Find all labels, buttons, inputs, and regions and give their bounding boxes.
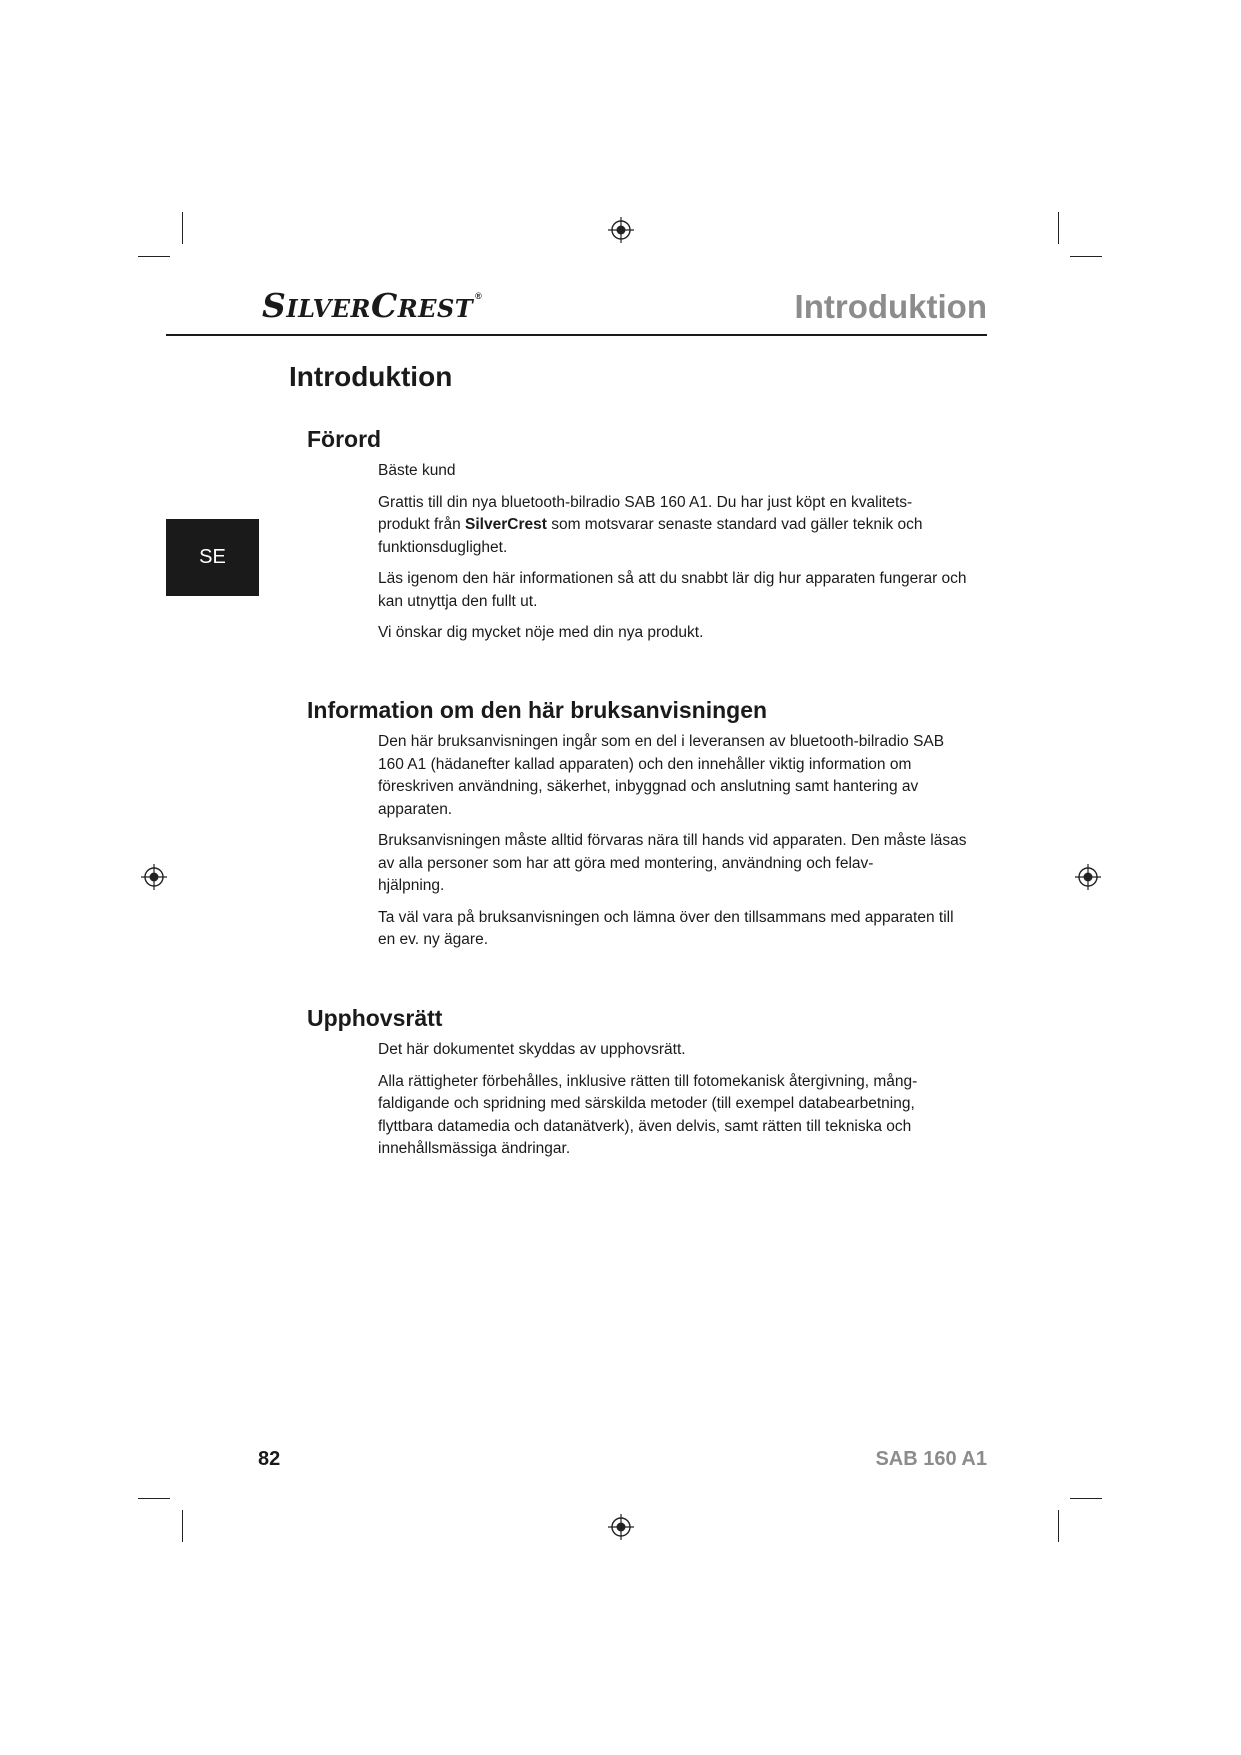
paragraph: Ta väl vara på bruksanvisningen och lämna över den tillsammans med apparaten till en ev. ny ägare. bbox=[378, 908, 954, 948]
crop-mark bbox=[1058, 212, 1059, 244]
paragraph: Bäste kund bbox=[378, 462, 456, 479]
paragraph: som motsvarar senaste standard vad gäller teknik och funktionsduglighet. bbox=[378, 516, 923, 556]
paragraph: faldigande och spridning med särskilda metoder (till exempel databearbetning, flyttbara datamedia och datanätverk), även delvis, samt rätten till tekniska och innehållsmässiga ändringar. bbox=[378, 1095, 915, 1157]
page-number: 82 bbox=[258, 1448, 281, 1470]
crop-mark bbox=[182, 1510, 183, 1542]
language-tab: SE bbox=[166, 519, 259, 596]
section-heading: Upphovsrätt bbox=[307, 1005, 443, 1031]
registration-mark-icon bbox=[608, 1514, 634, 1540]
registration-mark-icon bbox=[141, 864, 167, 890]
crop-mark bbox=[1070, 1498, 1102, 1499]
paragraph: Läs igenom den här informationen så att du snabbt lär dig hur apparaten fungerar och kan utnyttja den fullt ut. bbox=[378, 570, 967, 610]
header-divider bbox=[166, 334, 987, 336]
crop-mark bbox=[138, 256, 170, 257]
brand-inline: SilverCrest bbox=[465, 516, 547, 533]
paragraph: hjälpning. bbox=[378, 877, 445, 894]
paragraph: Den här bruksanvisningen ingår som en del i leveransen av bluetooth-bilradio SAB 160 A1 (hädanefter kallad apparaten) och den innehåller viktig information om föreskriven användning, säkerhet, inbyggnad och anslutning samt hantering av apparaten. bbox=[378, 733, 945, 818]
page-title: Introduktion bbox=[289, 361, 453, 392]
crop-mark bbox=[1070, 256, 1102, 257]
paragraph: Grattis till din nya bluetooth-bilradio SAB 160 A1. Du har just köpt en kvalitets- bbox=[378, 493, 913, 511]
header-section-title: Introduktion bbox=[794, 288, 987, 325]
crop-mark bbox=[182, 212, 183, 244]
section-heading: Information om den här bruksanvisningen bbox=[307, 697, 768, 723]
paragraph: Alla rättigheter förbehålles, inklusive rätten till fotomekanisk återgivning, mång- bbox=[378, 1072, 918, 1090]
section-body bbox=[378, 731, 968, 961]
registration-mark-icon bbox=[1075, 864, 1101, 890]
section-body bbox=[378, 460, 968, 654]
crop-mark bbox=[138, 1498, 170, 1499]
model-number: SAB 160 A1 bbox=[875, 1448, 987, 1470]
paragraph: Det här dokumentet skyddas av upphovsrätt. bbox=[378, 1041, 686, 1058]
registration-mark-icon bbox=[608, 217, 634, 243]
crop-mark bbox=[1058, 1510, 1059, 1542]
paragraph: Vi önskar dig mycket nöje med din nya produkt. bbox=[378, 624, 704, 641]
paragraph bbox=[378, 830, 968, 898]
paragraph: produkt från bbox=[378, 516, 461, 533]
section-body bbox=[378, 1039, 968, 1170]
brand-logo: SILVERCREST ® bbox=[262, 286, 483, 325]
paragraph bbox=[378, 492, 968, 560]
paragraph: Bruksanvisningen måste alltid förvaras nära till hands vid apparaten. Den måste läsas av alla personer som har att göra med montering, användning och felav- bbox=[378, 832, 967, 872]
section-heading: Förord bbox=[307, 426, 382, 452]
paragraph bbox=[378, 1071, 968, 1161]
